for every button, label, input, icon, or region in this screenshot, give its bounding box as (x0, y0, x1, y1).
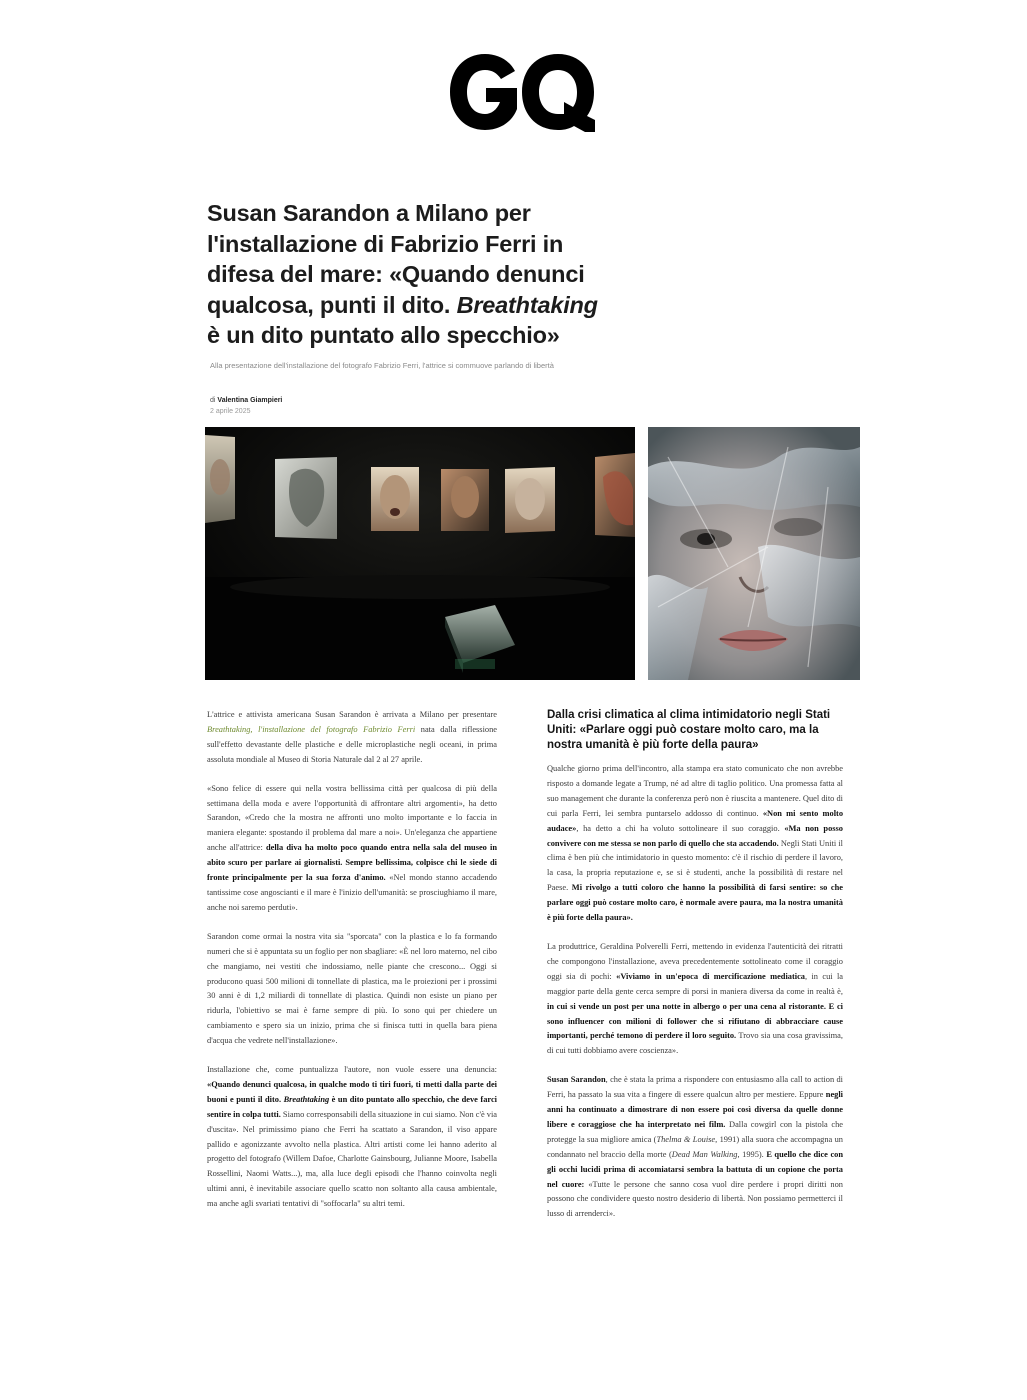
title-line: è un dito puntato allo specchio» (207, 322, 560, 348)
article-body-left (207, 708, 497, 1226)
paragraph: Sarandon come ormai la nostra vita sia "sporcata" con la plastica e lo fa formando numeri che si è appuntata su un foglio per non sbagliare: «È nel loro materno, nel cibo che mangiamo, nei vestiti che indossiamo, nelle piante che crescono... Oggi si producono quasi 500 milioni di tonnellate di plastica, ma le proiezioni per i prossimi 30 anni è di 1,2 miliardi di tonnellate di plastica. Quindi non esiste un piano per ridurla, l'obiettivo se mai è farne sempre di più. Io sono qui per chiedere un cambiamento e spero sia un inizio, prima che si finisca tutti in quella bara piena d'acqua che vedrete nell'installazione». (207, 931, 497, 1046)
paragraph: La produttrice, Geraldina Polverelli Ferri, mettendo in evidenza l'autenticità dei ritratti che compongono l'installazione, aveva precedentemente sottolineato come il coraggio oggi sia di pochi: «Viviamo in un'epoca di mercificazione mediatica, in cui la maggior parte della gente cerca sempre di porsi in maniera diversa da come in realtà è, in cui si vende un post per una notte in albergo o per una cena al ristorante. E ci sono influencer con milioni di follower che si rifiutano di abbracciare cause importanti, perché temono di perdere il loro seguito. Trovo sia una cosa gravissima, di cui tutti dobbiamo avere coscienza». (547, 941, 843, 1056)
article-title (207, 198, 677, 351)
paragraph: L'attrice e attivista americana Susan Sarandon è arrivata a Milano per presentare Breathtaking, l'installazione del fotografo Fabrizio Ferri nata dalla riflessione sull'effetto devastante delle plastiche e delle microplastiche negli oceani, in prima assoluta mondiale al Museo di Storia Naturale dal 2 al 27 aprile. (207, 710, 497, 764)
author-link[interactable]: Valentina Giampieri (217, 397, 283, 404)
paragraph: Qualche giorno prima dell'incontro, alla stampa era stato comunicato che non avrebbe risposto a domande legate a Trump, né ad altre di taglio politico. Una promessa fatta al suo management che durante la conferenza però non è riuscita a mantenere. Quel dito di cui parla Ferri, lei sembra puntarselo addosso di continuo. «Non mi sento molto audace», ha detto a chi ha voluto sottolineare il suo coraggio. «Ma non posso convivere con me stessa se non parlo di quello che sta accadendo. Negli Stati Uniti il clima è ben più che intimidatorio in questo momento: c'è il rischio di perdere il lavoro, la casa, la propria reputazione e, se si è studenti, anche la possibilità di restare nel Paese. Mi rivolgo a tutti coloro che hanno la possibilità di farsi sentire: so che parlare oggi può costare molto caro, è normale avere paura, ma la nostra umanità è più forte della paura». (547, 764, 844, 923)
byline (210, 395, 282, 417)
title-italic: Breathtaking (456, 291, 598, 318)
section-heading: Dalla crisi climatica al clima intimidatorio negli Stati Uniti: «Parlare oggi può costare molto caro, ma la nostra umanità è più forte della paura» (547, 709, 831, 751)
paragraph: «Sono felice di essere qui nella vostra bellissima città per qualcosa di più della settimana della moda e avere l'opportunità di affrontare altri argomenti», ha detto Sarandon, «Credo che la mostra ne affronti uno molto importante e lo faccia in maniera elegante: spostando il problema dal mare a noi». Un'eleganza che appartiene anche all'attrice: della diva ha molto poco quando entra nella sala del museo in abito scuro per parlare ai giornalisti. Sempre bellissima, colpisce chi le siede di fronte principalmente per la sua forza d'animo. «Nel mondo stanno accadendo tantissime cose angoscianti e il mare è l'inizio dell'umanità: se prosciughiamo il mare, anche noi saremo perduti». (207, 783, 498, 912)
paragraph: Installazione che, come puntualizza l'autore, non vuole essere una denuncia: «Quando denunci qualcosa, in qualche modo ti tiri fuori, ti metti dalla parte dei buoni e punti il dito. Breathtaking è un dito puntato allo specchio, che deve farci sentire in colpa tutti. Siamo corresponsabili della situazione in cui siamo. Non c'è via d'uscita». Nel primissimo piano che Ferri ha scattato a Sarandon, il viso appare pallido e agonizzante avvolto nella plastica. Altri artisti come lei hanno aderito al progetto del fotografo (Willem Dafoe, Charlotte Gainsbourg, Julianne Moore, Isabella Rossellini, Naomi Watts...), ma, alla luce degli episodi che l'hanno coinvolta negli ultimi anni, è inevitabile associare quello scatto non soltanto alla causa ambientale, ma anche agli svariati tentativi di "soffocarla" su altri temi. (207, 1065, 498, 1209)
paragraph: Susan Sarandon, che è stata la prima a rispondere con entusiasmo alla call to action di Ferri, ha passato la sua vita a fingere di essere qualcun altro per mestiere. Eppure negli anni ha continuato a dimostrare di non essere poi così diversa da quelle donne libere e coraggiose che ha interpretato nei film. Dalla cowgirl con la pistola che protegge la sua migliore amica (Thelma & Louise, 1991) alla suora che accompagna un condannato nel braccio della morte (Dead Man Walking, 1995). E quello che dice con gli occhi lucidi prima di accomiatarsi sembra la battuta di un copione che porta nel cuore: «Tutte le persone che sanno cosa vuol dire perdere i propri diritti non possono che condividere questo nostro desiderio di libertà. Non possiamo permetterci il lusso di arrenderci». (547, 1075, 844, 1219)
title-line: difesa del mare: «Quando denunci (207, 261, 585, 287)
installation-photo (205, 427, 635, 680)
title-line: qualcosa, punti il dito. Breathtaking (207, 291, 598, 318)
publish-date: 2 aprile 2025 (210, 408, 251, 415)
byline-prefix: di (210, 397, 218, 404)
installation-link[interactable]: Breathtaking, l'installazione del fotografo Fabrizio Ferri (207, 724, 416, 734)
title-line: l'installazione di Fabrizio Ferri in (207, 230, 564, 257)
article-subtitle: Alla presentazione dell'installazione del fotografo Fabrizio Ferri, l'attrice si commuove parlando di libertà (210, 361, 554, 370)
title-line: Susan Sarandon a Milano per (207, 200, 531, 226)
logo-text: GQ (448, 52, 450, 53)
gq-logo (448, 52, 598, 132)
article-body-right (547, 708, 843, 1236)
portrait-photo (648, 427, 860, 680)
